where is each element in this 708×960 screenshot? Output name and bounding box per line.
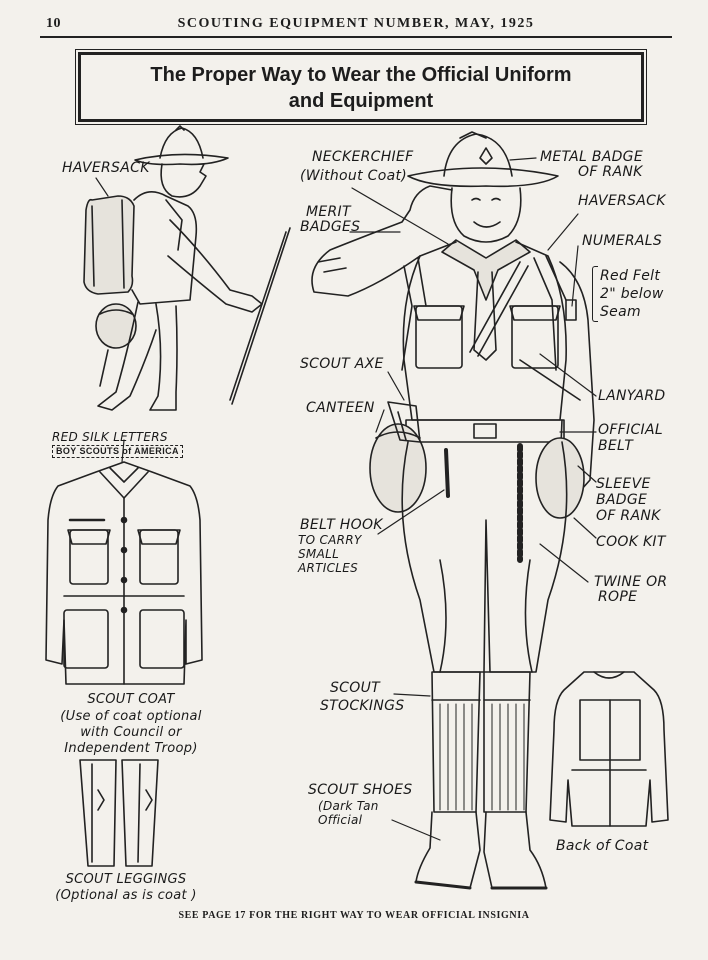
label-haversack-right: HAVERSACK — [578, 193, 666, 209]
label-of-rank: OF RANK — [596, 508, 661, 524]
label-red-silk-letters: RED SILK LETTERS — [52, 430, 168, 444]
label-merit: MERIT — [306, 204, 351, 220]
label-scout-shoes-1: SCOUT SHOES — [308, 782, 413, 798]
label-red-felt-1: Red Felt — [600, 268, 661, 284]
scout-leggings-drawing — [80, 760, 158, 866]
page-number: 10 — [46, 16, 61, 31]
label-coat-1: SCOUT COAT — [87, 692, 175, 707]
label-belt: BELT — [598, 438, 634, 454]
page-title-line-1: The Proper Way to Wear the Official Uniform — [150, 64, 572, 86]
page-title-line-2: and Equipment — [288, 90, 434, 112]
label-metal-badge-2: OF RANK — [578, 164, 643, 180]
label-scout-axe: SCOUT AXE — [300, 356, 384, 372]
label-scout-stockings-2: STOCKINGS — [320, 698, 405, 714]
label-red-felt-3: Seam — [600, 304, 641, 320]
label-numerals: NUMERALS — [582, 233, 663, 249]
label-haversack-left: HAVERSACK — [62, 160, 150, 176]
label-leggings-2: (Optional as is coat ) — [55, 888, 197, 903]
silk-letters-box: BOY SCOUTS of AMERICA — [52, 445, 183, 458]
label-sleeve: SLEEVE — [596, 476, 651, 492]
label-badge: BADGE — [596, 492, 648, 508]
label-red-felt-2: 2" below — [600, 286, 664, 302]
label-twine-1: TWINE OR — [594, 574, 668, 590]
label-scout-stockings-1: SCOUT — [330, 680, 380, 696]
footer-note: SEE PAGE 17 FOR THE RIGHT WAY TO WEAR OFFICIAL INSIGNIA — [178, 910, 530, 921]
label-canteen: CANTEEN — [306, 400, 375, 416]
label-scout-shoes-3: Official — [318, 813, 363, 827]
red-felt-bracket — [592, 266, 598, 322]
label-scout-shoes-2: (Dark Tan — [318, 799, 379, 813]
label-belt-hook-3: SMALL — [298, 547, 340, 561]
label-coat-4: Independent Troop) — [64, 741, 198, 756]
back-of-coat-drawing — [550, 672, 668, 826]
label-official: OFFICIAL — [598, 422, 663, 438]
scout-coat-drawing — [46, 462, 202, 684]
label-leggings-1: SCOUT LEGGINGS — [65, 872, 187, 887]
label-twine-2: ROPE — [598, 589, 638, 605]
label-neckerchief: NECKERCHIEF — [312, 149, 414, 165]
label-lanyard: LANYARD — [598, 388, 666, 404]
label-coat-3: with Council or — [80, 725, 182, 740]
label-back-of-coat: Back of Coat — [556, 838, 649, 854]
label-belt-hook-4: ARTICLES — [298, 561, 359, 575]
label-metal-badge: METAL BADGE — [540, 149, 643, 165]
label-belt-hook-2: TO CARRY — [298, 533, 362, 547]
label-coat-2: (Use of coat optional — [60, 709, 202, 724]
label-neckerchief-note: (Without Coat) — [300, 168, 408, 184]
label-badges: BADGES — [300, 219, 361, 235]
label-cook-kit: COOK KIT — [596, 534, 666, 550]
label-belt-hook-1: BELT HOOK — [300, 517, 383, 533]
running-title: SCOUTING EQUIPMENT NUMBER, MAY, 1925 — [177, 16, 535, 31]
